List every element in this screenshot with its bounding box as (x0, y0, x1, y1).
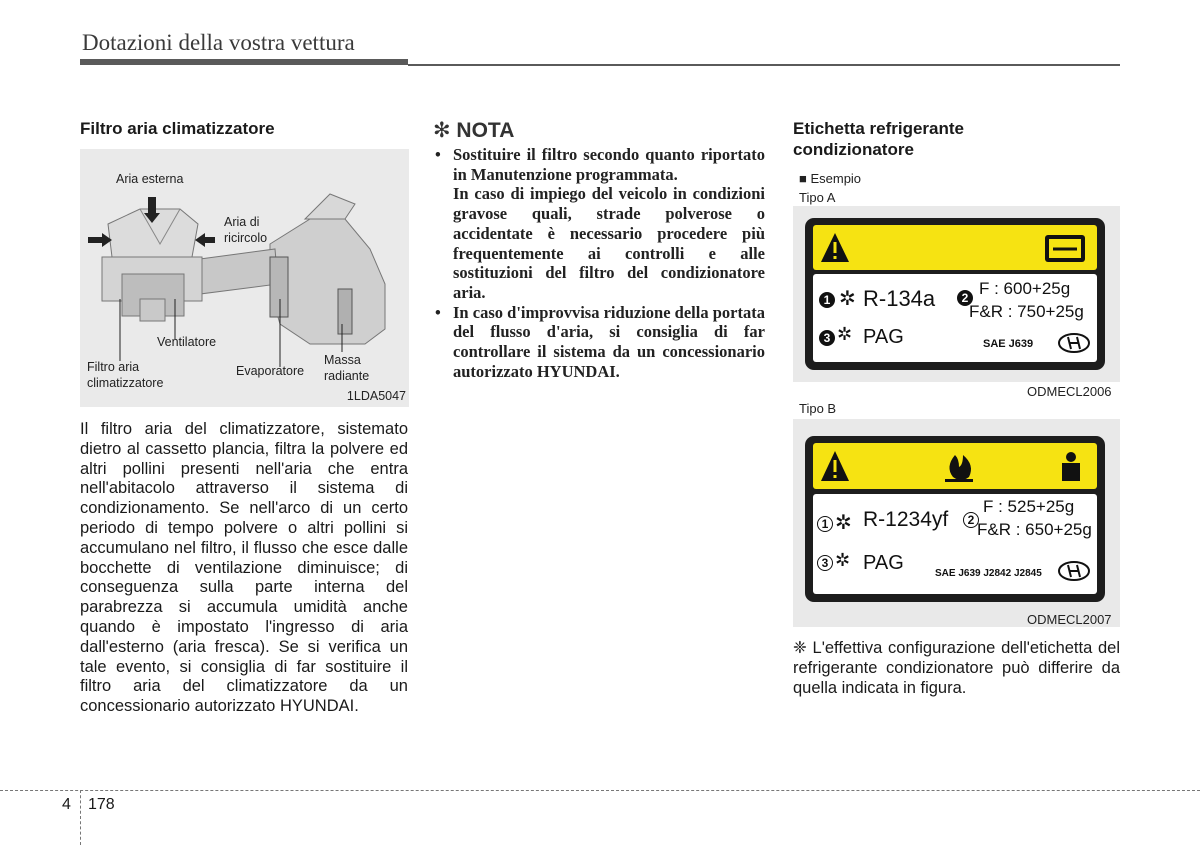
type-b-figure (793, 419, 1120, 627)
page-number: 178 (88, 796, 115, 813)
type-a-label-card (805, 218, 1105, 370)
figure-code: 1LDA5047 (346, 389, 406, 403)
sae-standard: SAE J639 (983, 338, 1034, 350)
nota-item (433, 303, 765, 382)
refrigerant-type: R-1234yf (863, 508, 949, 531)
warning-icons (813, 443, 1097, 489)
type-b-label-card (805, 436, 1105, 602)
technician-icon (1062, 452, 1080, 481)
snowflake-icon: ✲ (835, 512, 852, 534)
label-heater-core: Massa radiante (324, 353, 370, 383)
chapter-number: 4 (62, 796, 71, 813)
nota-item (433, 145, 765, 303)
type-b-code: ODMECL2007 (1027, 612, 1112, 627)
flammable-icon (945, 455, 973, 482)
page-header-title: Dotazioni della vostra vettura (82, 30, 355, 55)
label-outside-air: Aria esterna (116, 172, 184, 186)
header-rule-thick (80, 59, 408, 65)
label-disclaimer-note: ❈ L'effettiva configurazione dell'etichetta del refrigerante condizionatore può differire da quella indicata in figura. (793, 639, 1120, 697)
nota-item-text: • In caso d'improvvisa riduzione della portata del flusso d'aria, si consiglia di far controllare il sistema da un concessionario autorizzato HYUNDAI. (453, 302, 765, 381)
marker-2: 2 (957, 290, 973, 306)
header-rule-thin (408, 64, 1120, 66)
oil-icon: ✲ (837, 324, 853, 344)
label-air-filter: Filtro aria climatizzatore (87, 360, 164, 390)
label-evaporator: Evaporatore (236, 364, 305, 378)
nota-title: ✻ NOTA (433, 119, 515, 142)
label-recirculation-air: Aria di ricircolo (224, 215, 268, 245)
section-title-refrigerant-label: Etichetta refrigerante condizionatore (793, 119, 964, 159)
nota-item-text: • Sostituire il filtro secondo quanto riportato in Manutenzione programmata. (453, 145, 765, 184)
footer-rule (0, 790, 1200, 791)
marker-3: 3 (819, 330, 835, 346)
sae-standard: SAE J639 J2842 J2845 (935, 568, 1042, 579)
nota-list (433, 145, 765, 381)
refrigerant-info (813, 274, 1097, 362)
oil-type: PAG (863, 552, 904, 574)
filter-body-text: Il filtro aria del climatizzatore, sistemato dietro al cassetto plancia, filtra la polvere ed altri pollini presenti nell'aria che entra nell'abitacolo attraverso il sistema di condizionamento. Se nell'arco di un certo periodo di tempo polvere o altri pollini si accumulano nel filtro, il flusso che esce dalle bocchette di ventilazione diminuisce; di conseguenza sulla parte interna del parabrezza si accumula umidità anche quando è impostato l'ingresso di aria dall'esterno (aria fresca). Se si verifica un tale evento, si consiglia di far sostituire il filtro aria del climatizzatore da un concessionario autorizzato HYUNDAI. (80, 420, 408, 716)
warning-icons (813, 225, 1097, 270)
front-charge: F : 600+25g (979, 279, 1071, 298)
warning-triangle-icon (821, 451, 849, 481)
type-b-label: Tipo B (799, 401, 837, 416)
front-rear-charge: F&R : 650+25g (977, 520, 1092, 539)
marker-3: 3 (817, 555, 833, 571)
warning-triangle-icon (821, 233, 849, 262)
section-title-filter: Filtro aria climatizzatore (80, 119, 275, 138)
marker-2: 2 (963, 512, 979, 528)
refrigerant-info (813, 494, 1097, 594)
marker-1: 1 (819, 292, 835, 308)
oil-type: PAG (863, 326, 904, 348)
example-label: ■ Esempio (799, 171, 862, 186)
oil-icon: ✲ (835, 550, 851, 570)
footer-divider (80, 790, 81, 845)
type-a-code: ODMECL2006 (1027, 384, 1112, 399)
warning-strip (813, 443, 1097, 489)
snowflake-icon: ✲ (839, 288, 856, 310)
manual-book-icon (1045, 235, 1085, 262)
type-a-figure (793, 206, 1120, 382)
type-a-label: Tipo A (799, 190, 836, 205)
marker-1: 1 (817, 516, 833, 532)
hyundai-logo-icon (1057, 332, 1091, 354)
front-charge: F : 525+25g (983, 497, 1075, 516)
hyundai-logo-icon (1057, 560, 1091, 582)
warning-strip (813, 225, 1097, 270)
refrigerant-type: R-134a (863, 286, 936, 311)
nota-item-text: In caso di impiego del veicolo in condizioni gravose quali, strade polverose o accidentate è necessario procedere più frequentemente ai controlli e alle sostituzioni del filtro del condizionatore aria. (453, 184, 765, 302)
air-filter-diagram (80, 149, 409, 407)
label-fan: Ventilatore (157, 335, 217, 349)
front-rear-charge: F&R : 750+25g (969, 302, 1084, 321)
